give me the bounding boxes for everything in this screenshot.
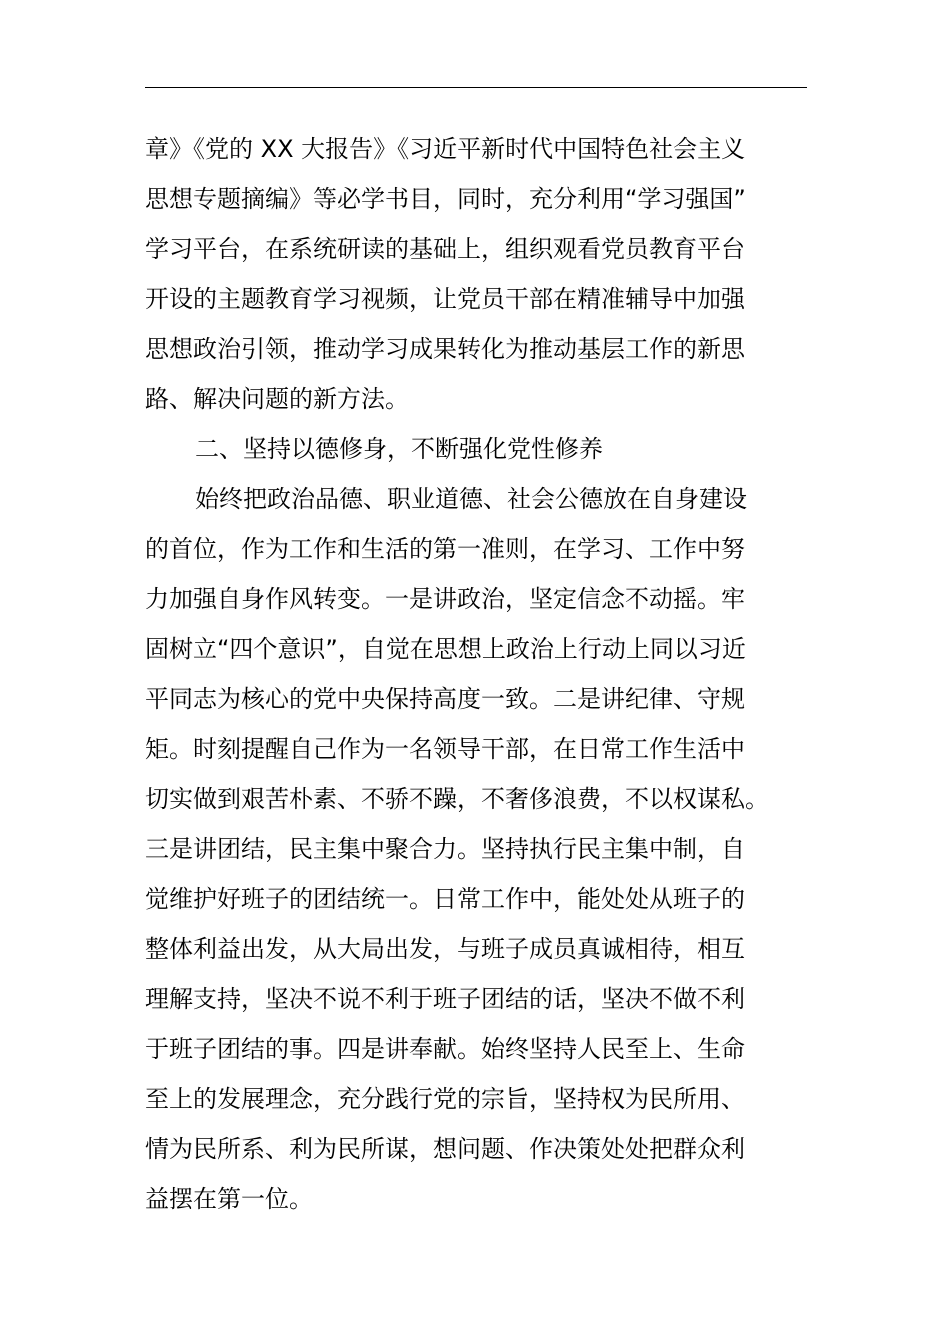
section-heading: 二、坚持以德修身，不断强化党性修养 [195, 435, 603, 463]
paragraph-2-line: 力加强自身作风转变。一是讲政治，坚定信念不动摇。牢 [145, 585, 745, 613]
paragraph-2-line: 整体利益出发，从大局出发，与班子成员真诚相待，相互 [145, 935, 745, 963]
paragraph-2-line: 切实做到艰苦朴素、不骄不躁，不奢侈浪费，不以权谋私。 [145, 785, 769, 813]
paragraph-1-line: 路、解决问题的新方法。 [145, 385, 409, 413]
paragraph-1-line: 思想专题摘编》等必学书目，同时，充分利用“学习强国” [145, 185, 746, 213]
document-body [145, 124, 807, 1224]
header-rule [145, 87, 807, 88]
paragraph-1-line: 章》《党的 XX 大报告》《习近平新时代中国特色社会主义 [145, 135, 746, 163]
paragraph-2-line: 情为民所系、利为民所谋，想问题、作决策处处把群众利 [145, 1135, 745, 1163]
paragraph-2-line: 矩。时刻提醒自己作为一名领导干部，在日常工作生活中 [145, 735, 745, 763]
paragraph-2-line: 觉维护好班子的团结统一。日常工作中，能处处从班子的 [145, 885, 745, 913]
paragraph-2-line: 理解支持，坚决不说不利于班子团结的话，坚决不做不利 [145, 985, 745, 1013]
paragraph-2-line: 至上的发展理念，充分践行党的宗旨，坚持权为民所用、 [145, 1085, 745, 1113]
paragraph-1-line: 学习平台，在系统研读的基础上，组织观看党员教育平台 [145, 235, 745, 263]
paragraph-2-line: 益摆在第一位。 [145, 1185, 313, 1213]
paragraph-1-line: 思想政治引领，推动学习成果转化为推动基层工作的新思 [145, 335, 745, 363]
paragraph-1-line: 开设的主题教育学习视频，让党员干部在精准辅导中加强 [145, 285, 745, 313]
paragraph-2-line: 于班子团结的事。四是讲奉献。始终坚持人民至上、生命 [145, 1035, 745, 1063]
paragraph-2-line: 始终把政治品德、职业道德、社会公德放在自身建设 [195, 485, 747, 513]
paragraph-2-line: 平同志为核心的党中央保持高度一致。二是讲纪律、守规 [145, 685, 745, 713]
paragraph-2-line: 固树立“四个意识”，自觉在思想上政治上行动上同以习近 [145, 635, 746, 663]
paragraph-2-line: 三是讲团结，民主集中聚合力。坚持执行民主集中制，自 [145, 835, 745, 863]
paragraph-2-line: 的首位，作为工作和生活的第一准则，在学习、工作中努 [145, 535, 745, 563]
